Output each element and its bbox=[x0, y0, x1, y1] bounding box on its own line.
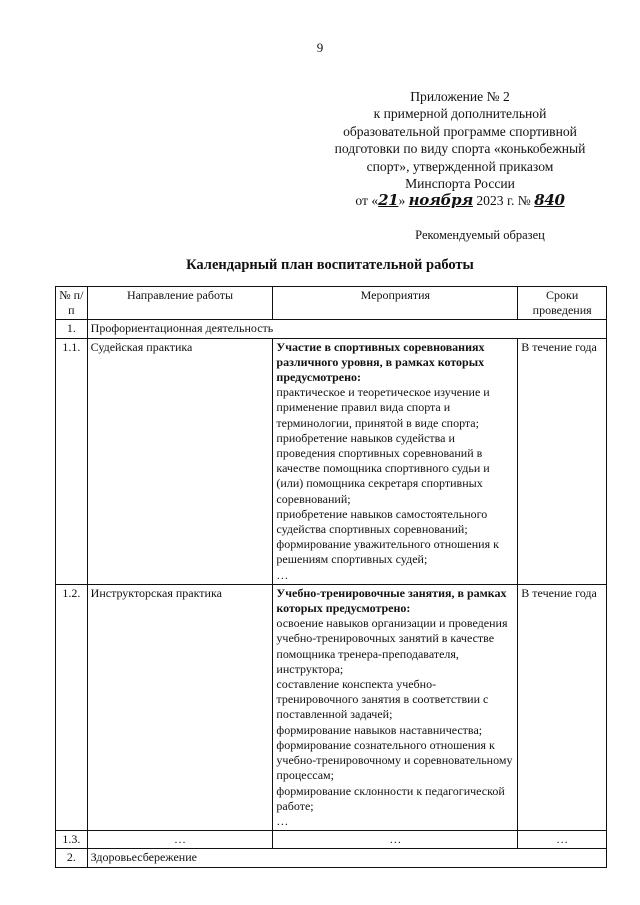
row-direction: Инструкторская практика bbox=[87, 584, 273, 830]
appendix-line: к примерной дополнительной bbox=[373, 106, 547, 122]
row-events bbox=[273, 584, 518, 830]
row-num: 1.1. bbox=[56, 338, 88, 584]
order-day-handwritten: 21 bbox=[378, 191, 399, 210]
row-deadline: … bbox=[518, 831, 607, 849]
order-month-handwritten: ноября bbox=[408, 191, 473, 210]
header-num: № п/п bbox=[56, 287, 88, 320]
table-row bbox=[56, 584, 607, 830]
plan-table bbox=[55, 286, 607, 868]
section-row bbox=[56, 320, 607, 338]
appendix-line: образовательной программе спортивной bbox=[343, 123, 577, 139]
table-header-row bbox=[56, 287, 607, 320]
row-deadline: В течение года bbox=[518, 338, 607, 584]
row-num: 1.3. bbox=[56, 831, 88, 849]
row-deadline: В течение года bbox=[518, 584, 607, 830]
order-prefix: от « bbox=[355, 193, 379, 209]
section-row bbox=[56, 849, 607, 867]
event-item: … bbox=[276, 813, 289, 828]
row-direction: Судейская практика bbox=[87, 338, 273, 584]
event-item: освоение навыков организации и проведения учебно-тренировочных занятий в качестве помощника тренера-преподавателя, инструктора; bbox=[276, 616, 508, 676]
appendix-line: подготовки по виду спорта «конькобежный bbox=[334, 141, 586, 157]
order-number-handwritten: 840 bbox=[534, 191, 565, 210]
table-row bbox=[56, 338, 607, 584]
header-events: Мероприятия bbox=[273, 287, 518, 320]
row-direction: … bbox=[87, 831, 273, 849]
order-line bbox=[300, 192, 620, 209]
event-item: формирование навыков наставничества; bbox=[276, 722, 483, 737]
sample-label: Рекомендуемый образец bbox=[415, 228, 545, 242]
row-events bbox=[273, 338, 518, 584]
row-num: 1.2. bbox=[56, 584, 88, 830]
appendix-line: Минспорта России bbox=[405, 176, 515, 192]
appendix-line: спорт», утвержденной приказом bbox=[366, 158, 554, 174]
header-direction: Направление работы bbox=[87, 287, 273, 320]
event-head: Участие в спортивных соревнованиях различного уровня, в рамках которых предусмотрено: bbox=[276, 339, 485, 385]
event-item: приобретение навыков судейства и проведения спортивных соревнований в качестве помощника спортивного судьи и (или) помощника секретаря спортивных соревнований; bbox=[276, 430, 490, 506]
event-item: составление конспекта учебно-тренировочного занятия в соответствии с поставленной задачей; bbox=[276, 677, 489, 722]
event-item: формирование уважительного отношения к решениям спортивных судей; bbox=[276, 537, 499, 567]
header-deadline: Сроки проведения bbox=[518, 287, 607, 320]
section-title: Профориентационная деятельность bbox=[87, 320, 606, 338]
appendix-line: Приложение № 2 bbox=[410, 89, 510, 104]
page-number: 9 bbox=[316, 40, 324, 55]
event-item: … bbox=[276, 567, 289, 582]
section-num: 1. bbox=[56, 320, 88, 338]
order-mid: » bbox=[398, 193, 409, 209]
table-row bbox=[56, 831, 607, 849]
section-title: Здоровьесбережение bbox=[87, 849, 606, 867]
event-item: практическое и теоретическое изучение и применение правил вида спорта и терминологии, принятой в виде спорта; bbox=[276, 385, 490, 430]
appendix-block bbox=[300, 88, 620, 210]
event-item: формирование склонности к педагогической работе; bbox=[276, 783, 505, 813]
section-num: 2. bbox=[56, 849, 88, 867]
row-events: … bbox=[273, 831, 518, 849]
event-head: Учебно-тренировочные занятия, в рамках которых предусмотрено: bbox=[276, 585, 507, 616]
event-item: приобретение навыков самостоятельного судейства спортивных соревнований; bbox=[276, 506, 488, 537]
plan-title: Календарный план воспитательной работы bbox=[186, 257, 474, 273]
event-item: формирование сознательного отношения к учебно-тренировочному и соревновательному процессам; bbox=[276, 737, 513, 783]
order-year: 2023 г. № bbox=[472, 193, 535, 209]
